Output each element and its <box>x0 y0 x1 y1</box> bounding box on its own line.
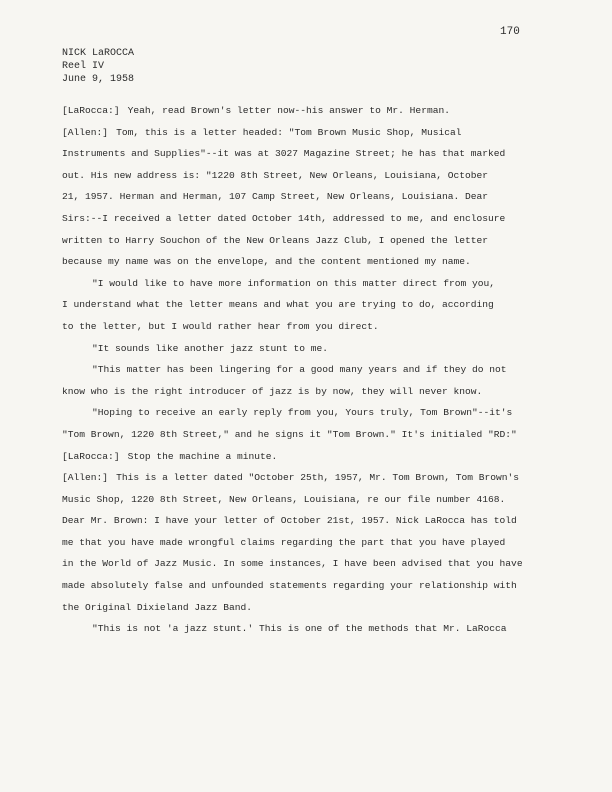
line-text: This is a letter dated "October 25th, 1957, Mr. Tom Brown, Tom Brown's <box>116 472 520 484</box>
line-text: written to Harry Souchon of the New Orleans Jazz Club, I opened the letter <box>62 234 489 246</box>
transcript-body <box>62 100 557 640</box>
transcript-line <box>62 230 557 252</box>
transcript-line <box>62 338 557 360</box>
interviewee-name: NICK LaROCCA <box>62 48 135 59</box>
interview-date: June 9, 1958 <box>62 74 135 85</box>
line-text: "Hoping to receive an early reply from you, Yours truly, Tom Brown"--it's <box>92 407 513 419</box>
transcript-line <box>62 273 557 295</box>
line-text: 21, 1957. Herman and Herman, 107 Camp Street, New Orleans, Louisiana. Dear <box>62 191 489 203</box>
transcript-line <box>62 424 557 446</box>
transcript-line <box>62 575 557 597</box>
transcript-line <box>62 618 557 640</box>
transcript-line <box>62 510 557 532</box>
speaker-label: [Allen:] <box>62 472 109 484</box>
transcript-line <box>62 446 557 468</box>
page-number: 170 <box>500 26 520 38</box>
speaker-label: [LaRocca:] <box>62 450 120 462</box>
line-text: "It sounds like another jazz stunt to me. <box>92 342 329 354</box>
transcript-line <box>62 100 557 122</box>
line-text: because my name was on the envelope, and the content mentioned my name. <box>62 256 471 268</box>
line-text: Sirs:--I received a letter dated October 14th, addressed to me, and enclosure <box>62 212 506 224</box>
transcript-line <box>62 251 557 273</box>
line-text: made absolutely false and unfounded statements regarding your relationship with <box>62 580 517 592</box>
line-text: "This is not 'a jazz stunt.' This is one of the methods that Mr. LaRocca <box>92 623 507 635</box>
line-text: I understand what the letter means and what you are trying to do, according <box>62 299 494 311</box>
transcript-line <box>62 143 557 165</box>
transcript-line <box>62 381 557 403</box>
transcript-line <box>62 467 557 489</box>
speaker-label: [LaRocca:] <box>62 105 120 116</box>
speaker-label: [Allen:] <box>62 126 109 138</box>
transcript-line <box>62 316 557 338</box>
transcript-line <box>62 553 557 575</box>
line-text: Yeah, read Brown's letter now--his answer to Mr. Herman. <box>127 105 450 116</box>
line-text: Instruments and Supplies"--it was at 3027 Magazine Street; he has that marked <box>62 148 506 160</box>
line-text: "Tom Brown, 1220 8th Street," and he signs it "Tom Brown." It's initialed "RD:" <box>62 428 517 440</box>
transcript-line <box>62 122 557 144</box>
line-text: know who is the right introducer of jazz is by now, they will never know. <box>62 385 483 397</box>
transcript-line <box>62 489 557 511</box>
line-text: Dear Mr. Brown: I have your letter of October 21st, 1957. Nick LaRocca has told <box>62 515 517 527</box>
transcript-line <box>62 359 557 381</box>
transcript-line <box>62 186 557 208</box>
line-text: the Original Dixieland Jazz Band. <box>62 601 252 613</box>
transcript-line <box>62 532 557 554</box>
line-text: "I would like to have more information on this matter direct from you, <box>92 277 496 289</box>
transcript-line <box>62 208 557 230</box>
line-text: Music Shop, 1220 8th Street, New Orleans, Louisiana, re our file number 4168. <box>62 493 506 505</box>
line-text: in the World of Jazz Music. In some instances, I have been advised that you have <box>62 558 523 570</box>
transcript-line <box>62 402 557 424</box>
line-text: Stop the machine a minute. <box>127 450 278 462</box>
transcript-line <box>62 294 557 316</box>
transcript-line <box>62 165 557 187</box>
line-text: Tom, this is a letter headed: "Tom Brown Music Shop, Musical <box>116 126 462 138</box>
transcript-line <box>62 597 557 619</box>
line-text: out. His new address is: "1220 8th Street, New Orleans, Louisiana, October <box>62 169 489 181</box>
line-text: me that you have made wrongful claims regarding the part that you have played <box>62 536 506 548</box>
reel-label: Reel IV <box>62 61 105 72</box>
line-text: to the letter, but I would rather hear from you direct. <box>62 320 379 332</box>
document-header <box>62 47 134 86</box>
line-text: "This matter has been lingering for a good many years and if they do not <box>92 364 507 376</box>
